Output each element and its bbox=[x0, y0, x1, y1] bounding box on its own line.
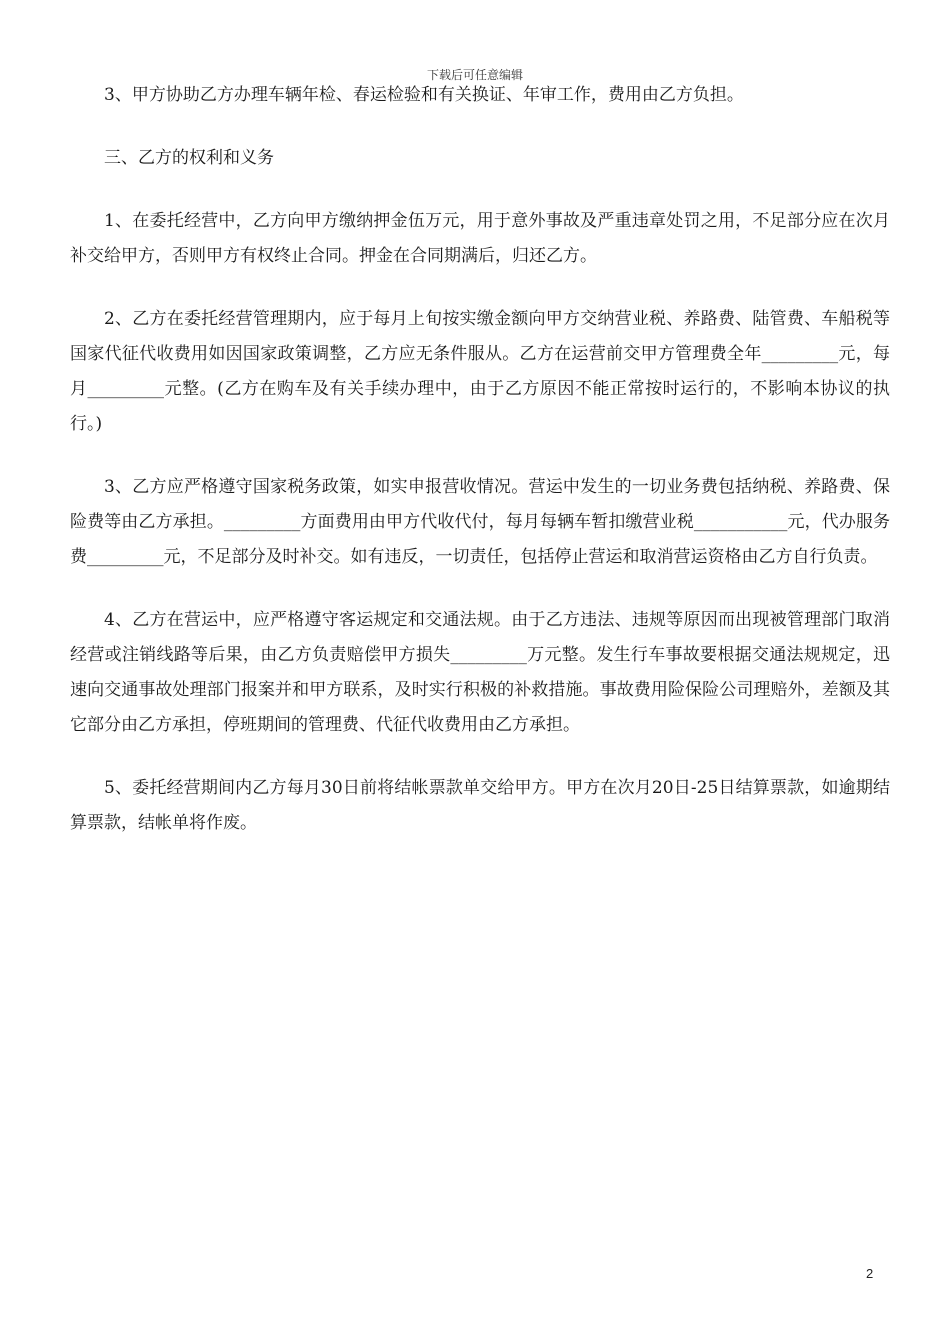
paragraph-clause-3-tax-policy: 3、乙方应严格遵守国家税务政策，如实申报营收情况。营运中发生的一切业务费包括纳税、养路费、保险费等由乙方承担。_________方面费用由甲方代收代付，每月每辆车暂扣缴营业税___________元，代办服务费_________元，不足部分及时补交。如有违反，一切责任，包括停止营运和取消营运资格由乙方自行负责。 bbox=[70, 477, 890, 567]
paragraph-clause-2-fees: 2、乙方在委托经营管理期内，应于每月上旬按实缴金额向甲方交纳营业税、养路费、陆管费、车船税等国家代征代收费用如因国家政策调整，乙方应无条件服从。乙方在运营前交甲方管理费全年_________元，每月_________元整。(乙方在购车及有关手续办理中，由于乙方原因不能正常按时运行的，不影响本协议的执行。) bbox=[70, 309, 890, 434]
document-body bbox=[70, 78, 890, 869]
page-number: 2 bbox=[866, 1266, 874, 1281]
paragraph-clause-3-annual-inspection: 3、甲方协助乙方办理车辆年检、春运检验和有关换证、年审工作，费用由乙方负担。 bbox=[104, 85, 744, 105]
header-note: 下载后可任意编辑 bbox=[426, 68, 523, 82]
paragraph-clause-4-traffic-rules: 4、乙方在营运中，应严格遵守客运规定和交通法规。由于乙方违法、违规等原因而出现被管理部门取消经营或注销线路等后果，由乙方负责赔偿甲方损失_________万元整。发生行车事故要根据交通法规规定，迅速向交通事故处理部门报案并和甲方联系，及时实行积极的补救措施。事故费用险保险公司理赔外，差额及其它部分由乙方承担，停班期间的管理费、代征代收费用由乙方承担。 bbox=[70, 610, 890, 735]
section-heading-party-b-rights: 三、乙方的权利和义务 bbox=[104, 148, 274, 168]
paragraph-clause-5-settlement: 5、委托经营期间内乙方每月30日前将结帐票款单交给甲方。甲方在次月20日-25日结算票款，如逾期结算票款，结帐单将作废。 bbox=[70, 778, 890, 833]
paragraph-clause-1-deposit: 1、在委托经营中，乙方向甲方缴纳押金伍万元，用于意外事故及严重违章处罚之用，不足部分应在次月补交给甲方，否则甲方有权终止合同。押金在合同期满后，归还乙方。 bbox=[70, 211, 890, 266]
